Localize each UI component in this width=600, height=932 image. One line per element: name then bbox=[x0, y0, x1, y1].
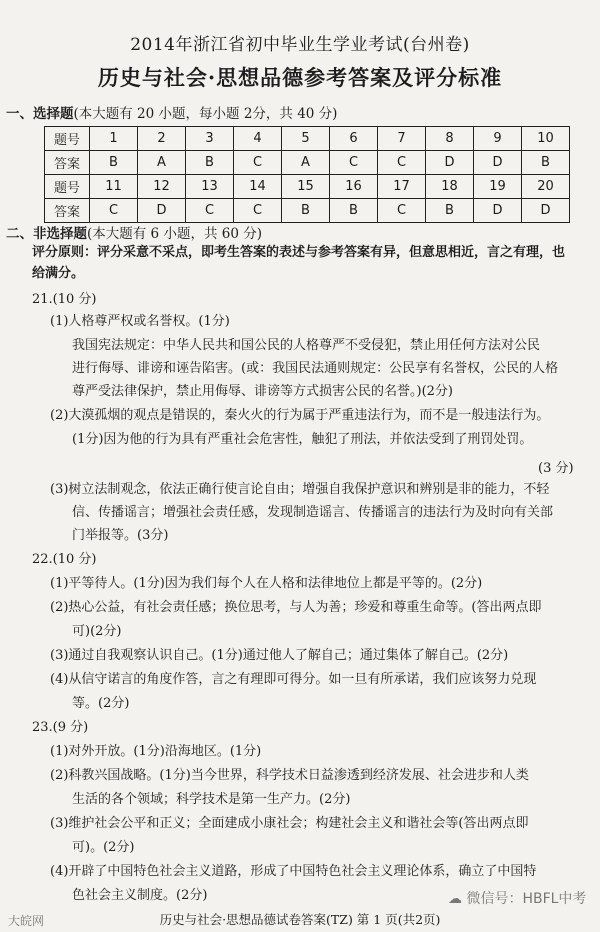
q23-heading: 23.(9 分) bbox=[32, 720, 89, 735]
q23-answer-text: 可)。(2分) bbox=[72, 840, 135, 855]
q21-answer-1: (1)人格尊严权或名誉权。(1分) bbox=[50, 314, 230, 329]
q21-answer-text: 进行侮辱、诽谤和诬告陷害。(或：我国民法通则规定：公民享有名誉权，公民的人格 bbox=[72, 361, 559, 376]
q23-answer-2: (2)科教兴国战略。(1分)当今世界，科学技术日益渗透到经济发展、社会进步和人类 bbox=[50, 768, 529, 783]
q21-answer-2: (2)大漠孤烟的观点是错误的，秦火火的行为属于严重违法行为，而不是一般违法行为。 bbox=[50, 408, 550, 423]
row-label: 题号 bbox=[45, 127, 90, 151]
exam-title: 2014年浙江省初中毕业生学业考试(台州卷) bbox=[130, 35, 470, 55]
q22-answer-text: 可)(2分) bbox=[72, 624, 122, 639]
answer-table bbox=[44, 126, 570, 223]
q23-answer-text: 生活的各个领域；科学技术是第一生产力。(2分) bbox=[72, 792, 351, 807]
table-row: 答案 C D C C B B C B D D bbox=[45, 199, 570, 223]
section1-heading: 一、选择题(本大题有 20 小题，每小题 2分，共 40 分) bbox=[6, 106, 338, 122]
row-label: 题号 bbox=[45, 175, 90, 199]
page-footer: 历史与社会·思想品德试卷答案(TZ) 第 1 页(共2页) bbox=[159, 912, 441, 927]
scoring-principle: 评分原则：评分采意不采点，即考生答案的表述与参考答案有异，但意思相近，言之有理，也 bbox=[32, 245, 566, 260]
row-label: 答案 bbox=[45, 151, 90, 175]
table-row: 答案 B A B C A C C D D B bbox=[45, 151, 570, 175]
watermark-right: ☁ 微信号：HBFL中考 bbox=[448, 891, 587, 907]
row-label: 答案 bbox=[45, 199, 90, 223]
q21-heading: 21.(10 分) bbox=[32, 292, 97, 307]
q21-answer-text: 门举报等。(3分) bbox=[72, 528, 169, 543]
q21-answer-text: 信、传播谣言；增强社会责任感，发现制造谣言、传播谣言的违法行为及时向有关部 bbox=[72, 505, 554, 520]
q22-answer-text: 等。(2分) bbox=[72, 696, 130, 711]
scoring-principle-cont: 给满分。 bbox=[32, 266, 85, 281]
q21-answer-text: (1分)因为他的行为具有严重社会危害性，触犯了刑法，并依法受到了刑罚处罚。 bbox=[72, 432, 533, 447]
q22-heading: 22.(10 分) bbox=[32, 552, 97, 567]
wechat-icon: ☁ bbox=[448, 891, 462, 907]
q22-answer-2: (2)热心公益，有社会责任感；换位思考，与人为善；珍爱和尊重生命等。(答出两点即 bbox=[50, 600, 542, 615]
q21-answer-text: 尊严受法律保护，禁止用侮辱、诽谤等方式损害公民的名誉。)(2分) bbox=[72, 384, 453, 399]
q23-answer-4: (4)开辟了中国特色社会主义道路，形成了中国特色社会主义理论体系，确立了中国特 bbox=[50, 864, 537, 879]
q21-score-note: (3 分) bbox=[538, 461, 574, 476]
q21-answer-3: (3)树立法制观念，依法正确行使言论自由；增强自我保护意识和辨别是非的能力，不轻 bbox=[50, 482, 550, 497]
q22-answer-1: (1)平等待人。(1分)因为我们每个人在人格和法律地位上都是平等的。(2分) bbox=[50, 576, 483, 591]
q22-answer-3: (3)通过自我观察认识自己。(1分)通过他人了解自己；通过集体了解自己。(2分) bbox=[50, 648, 509, 663]
table-row: 题号 1 2 3 4 5 6 7 8 9 10 bbox=[45, 127, 570, 151]
table-row: 题号 11 12 13 14 15 16 17 18 19 20 bbox=[45, 175, 570, 199]
answer-key-title: 历史与社会·思想品德参考答案及评分标准 bbox=[97, 65, 503, 90]
watermark-left: 大皖网 bbox=[8, 914, 45, 928]
q23-answer-text: 色社会主义制度。(2分) bbox=[72, 888, 208, 903]
q21-answer-text: 我国宪法规定：中华人民共和国公民的人格尊严不受侵犯，禁止用任何方法对公民 bbox=[72, 338, 541, 353]
q23-answer-1: (1)对外开放。(1分)沿海地区。(1分) bbox=[50, 744, 262, 759]
q23-answer-3: (3)维护社会公平和正义；全面建成小康社会；构建社会主义和谐社会等(答出两点即 bbox=[50, 816, 529, 831]
q22-answer-4: (4)从信守诺言的角度作答，言之有理即可得分。如一旦有所承诺，我们应该努力兑现 bbox=[50, 672, 537, 687]
section2-heading: 二、非选择题(本大题有 6 小题，共 60 分) bbox=[6, 226, 262, 242]
